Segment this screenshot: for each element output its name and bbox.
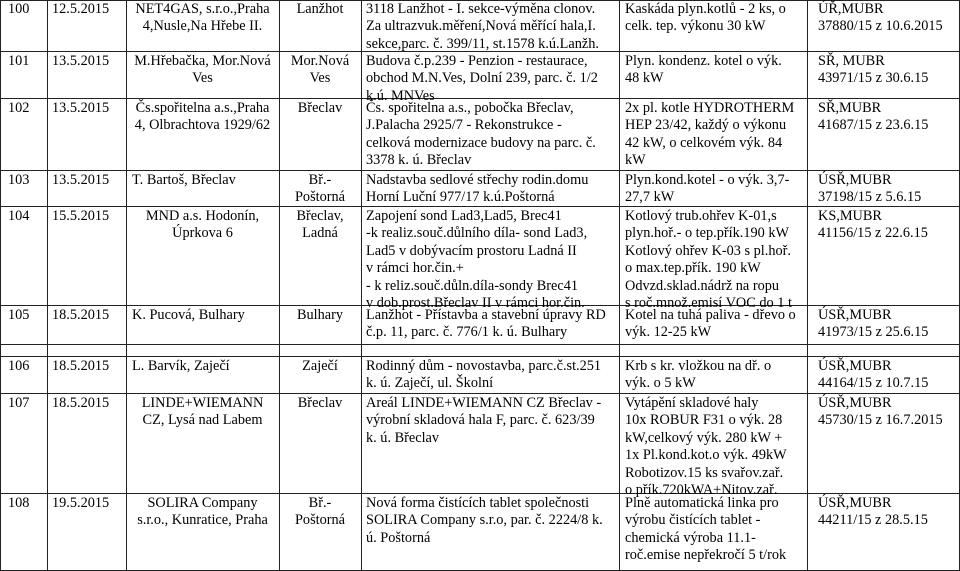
rule-row-106-top: [0, 356, 960, 357]
row-locality: Břeclav, Ladná: [296, 208, 344, 242]
row-locality: Mor.Nová Ves: [290, 53, 350, 87]
row-equipment: Plně automatická linka pro výrobu čistících tablet - chemická výroba 11.1- roč.emise nepřekročí 5 t/rok: [625, 495, 787, 564]
row-permit: ÚSŘ,MUBR 41973/15 z 25.6.15: [818, 307, 929, 341]
col-rule-6: [807, 0, 808, 571]
page-break-gap: [0, 344, 960, 356]
row-permit: SŘ,MUBR 41687/15 z 23.6.15: [818, 100, 929, 134]
row-applicant: M.Hřebačka, Mor.Nová Ves: [134, 53, 271, 87]
row-locality: Bř.- Poštorná: [294, 172, 346, 206]
row-permit: ÚSŘ,MUBR 45730/15 z 16.7.2015: [818, 395, 943, 429]
rule-row-105: [0, 344, 960, 345]
row-subject: Nová forma čistících tablet společnosti SOLIRA Company s.r.o, par. č. 2224/8 k. ú. Poštorná: [366, 495, 603, 546]
col-rule-0: [0, 0, 1, 571]
row-number: 102: [8, 100, 30, 116]
row-date: 13.5.2015: [52, 53, 110, 69]
row-equipment: Kotel na tuhá paliva - dřevo o výk. 12-25 kW: [625, 307, 796, 341]
row-applicant: L. Barvík, Zaječí: [132, 358, 230, 374]
row-equipment: Krb s kr. vložkou na dř. o výk. o 5 kW: [625, 358, 772, 392]
row-applicant: Čs.spořitelna a.s.,Praha 4, Olbrachtova 1929/62: [134, 100, 271, 134]
row-date: 18.5.2015: [52, 358, 110, 374]
row-number: 108: [8, 495, 30, 511]
row-equipment: Kaskáda plyn.kotlů - 2 ks, o celk. tep. výkonu 30 kW: [625, 1, 786, 35]
row-subject: 3118 Lanžhot - I. sekce-výměna clonov. Za ultrazvuk.měření,Nová měřící hala,I. sekce,parc. č. 399/11, st.1578 k.ú.Lanžh.: [366, 1, 599, 52]
row-number: 101: [8, 53, 30, 69]
row-permit: ÚSŘ,MUBR 44211/15 z 28.5.15: [818, 495, 928, 529]
row-subject: Rodinný dům - novostavba, parc.č.st.251 k. ú. Zaječí, ul. Školní: [366, 358, 602, 392]
rule-row-107: [0, 493, 960, 494]
row-subject: Lanžhot - Přístavba a stavební úpravy RD č.p. 11, parc. č. 776/1 k. ú. Bulhary: [366, 307, 606, 341]
row-applicant: MND a.s. Hodonín, Úprkova 6: [145, 208, 260, 242]
row-permit: ÚŘ,MUBR 37880/15 z 10.6.2015: [818, 1, 943, 35]
row-permit: ÚSŘ,MUBR 44164/15 z 10.7.15: [818, 358, 929, 392]
row-applicant: LINDE+WIEMANN CZ, Lysá nad Labem: [141, 395, 264, 429]
row-applicant: K. Pucová, Bulhary: [132, 307, 245, 323]
row-date: 18.5.2015: [52, 307, 110, 323]
col-rule-4: [361, 0, 362, 571]
col-rule-1: [47, 0, 48, 571]
row-subject: Areál LINDE+WIEMANN CZ Břeclav - výrobní skladová hala F, parc. č. 623/39 k. ú. Břeclav: [366, 395, 602, 446]
row-locality: Bulhary: [296, 307, 344, 323]
row-date: 13.5.2015: [52, 172, 110, 188]
row-locality: Lanžhot: [296, 1, 344, 17]
row-date: 15.5.2015: [52, 208, 110, 224]
row-number: 106: [8, 358, 30, 374]
row-number: 104: [8, 208, 30, 224]
row-date: 19.5.2015: [52, 495, 110, 511]
row-locality: Břeclav: [297, 395, 343, 411]
row-equipment: 2x pl. kotle HYDROTHERM HEP 23/42, každý o výkonu 42 kW, o celkovém výk. 84 kW: [625, 100, 795, 169]
rule-row-106: [0, 393, 960, 394]
row-locality: Bř.- Poštorná: [294, 495, 346, 529]
row-subject: Nadstavba sedlové střechy rodin.domu Horní Luční 977/17 k.ú.Poštorná: [366, 172, 589, 206]
row-number: 107: [8, 395, 30, 411]
row-date: 13.5.2015: [52, 100, 110, 116]
row-applicant: SOLIRA Company s.r.o., Kunratice, Praha: [137, 495, 268, 529]
row-permit: KS,MUBR 41156/15 z 22.6.15: [818, 208, 928, 242]
row-locality: Zaječí: [302, 358, 338, 374]
row-subject: Zapojení sond Lad3,Lad5, Brec41 -k realiz.souč.důlního díla- sond Lad3, Lad5 v dobývacím prostoru Ladná II v rámci hor.čin.+ - k reliz.souč.důln.díla-sondy Brec41 v dob.prost.Břeclav II v rámci hor.čin.: [366, 208, 588, 312]
row-applicant: T. Bartoš, Břeclav: [132, 172, 236, 188]
row-equipment: Plyn. kondenz. kotel o výk. 48 kW: [625, 53, 782, 87]
col-rule-5: [619, 0, 620, 571]
row-permit: ÚSŘ,MUBR 37198/15 z 5.6.15: [818, 172, 922, 206]
row-subject: Čs. spořitelna a.s., pobočka Břeclav, J.Palacha 2925/7 - Rekonstrukce - celková modernizace budovy na parc. č. 3378 k. ú. Břeclav: [366, 100, 596, 169]
row-equipment: Vytápění skladové haly 10x ROBUR F31 o výk. 28 kW,celkový výk. 280 kW + 1x Pl.kond.kot.o výk. 49kW Robotizov.15 ks svařov.zař. o přík.720kWA+Nitov.zař.: [625, 395, 787, 499]
row-number: 100: [8, 1, 30, 17]
row-number: 103: [8, 172, 30, 188]
row-applicant: NET4GAS, s.r.o.,Praha 4,Nusle,Na Hřebe II.: [135, 1, 270, 35]
row-subject: Budova č.p.239 - Penzion - restaurace, obchod M.N.Ves, Dolní 239, parc. č. 1/2 k.ú. MNVes: [366, 53, 598, 104]
row-date: 18.5.2015: [52, 395, 110, 411]
row-equipment: Plyn.kond.kotel - o výk. 3,7- 27,7 kW: [625, 172, 790, 206]
row-number: 105: [8, 307, 30, 323]
row-locality: Břeclav: [297, 100, 343, 116]
row-equipment: Kotlový trub.ohřev K-01,s plyn.hoř.- o tep.přík.190 kW Kotlový ohřev K-03 s pl.hoř. o max.tep.přík. 190 kW Odvzd.sklad.nádrž na ropu s roč.množ.emisí VOC do 1 t: [625, 208, 792, 312]
row-date: 12.5.2015: [52, 1, 110, 17]
rule-row-102: [0, 170, 960, 171]
row-permit: SŘ, MUBR 43971/15 z 30.6.15: [818, 53, 929, 87]
